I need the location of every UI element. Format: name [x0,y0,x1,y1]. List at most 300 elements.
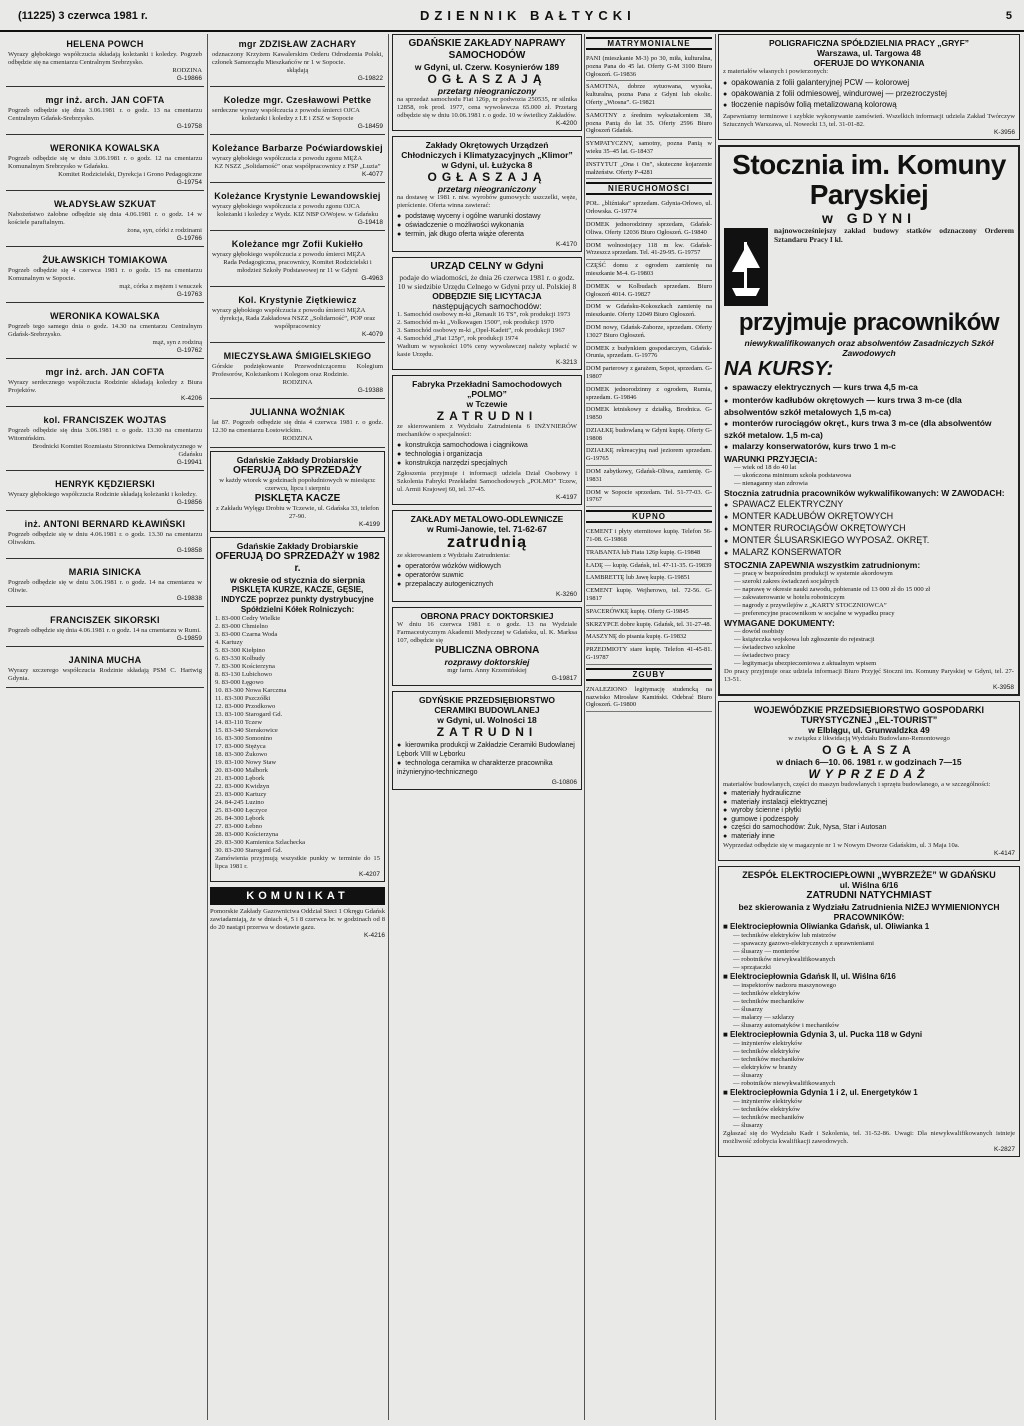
deceased-name: WŁADYSŁAW SZKUAT [53,199,157,209]
obituary-text: Wyrazy głębokiego współczucia Rodzinie składają koleżanki i koledzy. [8,491,197,498]
bullet-item: ● części do samochodów: Żuk, Nysa, Star i Autosan [723,824,1015,833]
plant-position: — robotników niewykwalifikowanych [733,956,836,963]
classifieds-column [586,34,712,1420]
ad-sub: bez skierowania z Wydziału Zatrudnienia NIŻEJ WYMIENIONYCH PRACOWNIKÓW: [738,902,1000,922]
classified-item: DZIAŁKĘ rekreacyjną nad jeziorem sprzedam. G-19765 [586,445,712,466]
classified-item: DOM parterowy z garażem, Sopot, sprzedam. G-19807 [586,363,712,384]
plant-position: — sprzątaczki [733,964,771,971]
ad-code: G-4963 [361,275,383,282]
dash-item: — wiek od 18 do 40 lat [734,464,797,471]
ad-headline: PUBLICZNA OBRONA [434,645,540,656]
condolence-signature: koleżanki i koledzy z I.E i ZSZ w Sopocie [241,115,354,122]
condolence-notice [210,402,385,448]
ad-text: na dostawę w 1981 r. niw. wyrobów gumowych: uszczelki, węże, pierścienie. Oferta winna zawierać: [397,194,577,209]
condolence-notice [210,346,385,399]
ad-code: G-19758 [176,123,202,130]
classified-item: PRZEDMIOTY stare kupię. Telefon 41-45-81. G-19787 [586,644,712,665]
documents-list [734,628,1014,668]
ad-org: ZAKŁADY METALOWO-ODLEWNICZE [410,514,564,524]
obituary-notice [6,34,204,87]
ad-text: z Zakładu Wylęgu Drobiu w Tczewie, ul. Gdańska 33, telefon 27-90. [216,505,379,520]
bullet-item: ● gumowe i podzespoły [723,816,1015,825]
shipyard-city: w GDYNI [821,210,917,226]
distribution-point: 8. 83-130 Lubichowo [215,671,272,678]
distribution-point: 6. 83-330 Kolbudy [215,655,266,662]
classified-item: SPACERÓWKĘ kupię. Oferty G-19845 [586,606,712,619]
classified-item: LAMBRETTĘ lub Jawę kupię. G-19851 [586,572,712,585]
classified-item: MASZYNĘ do pisania kupię. G-19832 [586,631,712,644]
institutional-ads-column [392,34,582,1420]
plant-name: ■ Elektrociepłownia Oliwianka Gdańsk, ul. Oliwianka 1 [723,922,930,931]
condolence-signature: skłądają [286,67,309,74]
classified-item: DZIAŁKĘ budowlaną w Gdyni kupię. Oferty G-19808 [586,425,712,446]
plant-position: — techników elektryków lub mistrzów [733,932,837,939]
ad-address: w Rumi-Janowie, tel. 71-62-67 [427,524,547,534]
classified-item: POŁ. „bliźniaka” sprzedam. Gdynia-Orłowo, ul. Orłowska. G-19774 [586,198,712,219]
ad-code: G-19941 [176,459,202,466]
classified-item: CEMENT i płyty eternitowe kupię. Telefon 56-71-08. G-19868 [586,526,712,547]
classified-item: SAMOTNA, dobrze sytuowana, wysoka, kulturalna, pozna Pana z Gdyni lub okolic. Oferty „Wiosna”. G-19821 [586,81,712,109]
vehicle-item: 3. Samochód osobowy m-ki „Opel-Kadett”, rok produkcji 1967 [397,327,565,334]
shipyard-headline: przyjmuje pracowników [738,309,1000,336]
plant-name: ■ Elektrociepłownia Gdańsk II, ul. Wiślna 6/16 [723,972,896,981]
klimor-ad [392,136,582,252]
dash-item: — legitymacja ubezpieczeniowa z aktualnym wpisem [734,660,877,667]
plant-name: ■ Elektrociepłownia Gdynia 1 i 2, ul. Energetyków 1 [723,1088,918,1097]
distribution-point: 22. 83-000 Kwidzyn [215,783,270,790]
gryf-ad [718,34,1020,140]
dash-item: — nagrody z przywilejów z „KARTY STOCZNIOWCA” [734,602,887,609]
distribution-point: 15. 83-340 Sierakowice [215,727,278,734]
ad-org: Gdańskie Zakłady Drobiarskie [236,455,359,465]
plant-position: — techników elektryków [733,1106,801,1113]
ad-org: POLIGRAFICZNA SPÓŁDZIELNIA PRACY „GRYF” [768,38,970,48]
shipyard-title: Stocznia im. Komuny Paryskiej [732,149,1006,210]
deceased-name: JANINA MUCHA [68,655,142,665]
condolences-column [210,34,385,1420]
bullet-item: ● materiały hydrauliczne [723,790,1015,799]
condolence-notice [210,34,385,87]
classified-item: PANI (mieszkanie M-3) po 30, miła, kulturalna, pozna Pana do 45 lat. Oferty G-M 3100 Biuro Ogłoszeń. G-19836 [586,53,712,81]
obituary-text: Pogrzeb odbędzie się w dniu 3.06.1981 r. o godz. 12 na cmentarzu Komunalnym Srebrzysko w Gdańsku. [8,155,202,170]
column-rule [715,34,716,1420]
distribution-point: 9. 83-000 Łęgowo [215,679,264,686]
ad-code: G-19859 [176,635,202,642]
condolence-text: Górskie podziękowanie Przewodniczącemu Kolegium Profesorów, Koleżankom i Kolegom oraz Rodzinie. [212,363,383,378]
ad-bullets [723,790,1015,841]
urzad-celny-ad [392,257,582,370]
drobiarskie-ad-1 [210,451,385,532]
person-name: mgr ZDZISŁAW ZACHARY [238,39,357,49]
ad-code: K-4170 [556,241,577,248]
deceased-name: inż. ANTONI BERNARD KŁAWIŃSKI [24,519,186,529]
obituary-text: Nabożeństwo żałobne odbędzie się dnia 4.06.1981 r. o godz. 14 w kościele parafialnym. [8,211,202,226]
deceased-name: FRANCISZEK SIKORSKI [50,615,160,625]
ad-code: G-19763 [176,291,202,298]
ad-address: w Gdyni, ul. Wolności 18 [437,715,537,725]
ad-org: URZĄD CELNY w Gdyni [430,261,544,272]
ad-bullets [397,741,577,777]
obituary-notice [6,610,204,647]
ad-address: w Gdyni, ul. Czerw. Kosynierów 189 [414,62,560,72]
bullet-item: ● wyroby ścienne i płytki [723,807,1015,816]
obituary-text: Pogrzeb odbędzie się w dniu 3.06.1981 r. o godz. 14 na cmentarzu w Oliwie. [8,579,202,594]
trades-title: Stocznia zatrudnia pracowników wykwalifikowanych: W ZAWODACH: [724,488,1005,498]
drobiarskie-ad-2 [210,537,385,882]
person-name: Koleżance Barbarze Poćwiardowskiej [212,143,383,153]
distribution-point: 3. 83-000 Czarna Woda [215,631,278,638]
polmo-ad [392,375,582,505]
distribution-point: 7. 83-300 Kościerzyna [215,663,275,670]
classified-item: SAMOTNY z średnim wykształceniem 38, pozna Panią do lat 35. Oferty 2596 Biuro Ogłoszeń Gdańsk. [586,110,712,138]
distribution-point: 13. 83-100 Starogard Gd. [215,711,283,718]
person-name: Kol. Krystynie Ziętkiewicz [238,295,357,305]
plant-position: — techników mechaników [733,1056,805,1063]
ad-code: K-4199 [359,521,380,528]
bullet-item: ● tłoczenie napisów folią metalizowaną kolorową [723,100,1015,111]
obituary-text: Pogrzeb odbędzie się dnia 3.06.1981 r. o godz. 13.30 na cmentarzu Witomińskim. [8,427,202,442]
courses-title: NA KURSY: [724,358,834,380]
plant-position: — malarzy — szklarzy [733,1014,795,1021]
bullet-item: ● materiały instalacji elektrycznej [723,799,1015,808]
bullet-item: ● SPAWACZ ELEKTRYCZNY [724,499,1014,511]
ad-sub: w związku z likwidacją Wydziału Budowlano-Remontowego [788,735,950,742]
benefits-title: STOCZNIA ZAPEWNIA wszystkim zatrudnionym: [724,560,921,570]
ad-code: G-19866 [176,75,202,82]
condolence-signature: RODZINA [282,435,313,442]
deceased-name: HENRYK KĘDZIERSKI [55,479,155,489]
distribution-point: 23. 83-000 Kartuzy [215,791,267,798]
classified-item: DOMEK z budynkiem gospodarczym, Gdańsk-Orunia, sprzedam. G-19776 [586,343,712,364]
distribution-point: 4. Kartuzy [215,639,243,646]
person-name: MIECZYSŁAWA ŚMIGIELSKIEGO [223,351,372,361]
ad-person: mgr farm. Anny Krzemińskiej [447,667,527,674]
obituary-notice [6,306,204,359]
condolence-notice [210,90,385,135]
ad-bullets [397,212,577,239]
deceased-name: WERONIKA KOWALSKA [50,143,160,153]
komunikat-title: KOMUNIKAT [210,887,385,905]
distribution-point: 17. 83-000 Stężyca [215,743,266,750]
obituary-signature: RODZINA [172,67,202,74]
ad-note: Wadium w wysokości 10% ceny wywoławczej należy wpłacić w kasie Urzędu. [397,343,577,358]
ad-note: Zgłaszać się do Wydziału Kadr i Szkolenia, tel. 31-52-86. Uwagi: Dla niewykwalifikowanych istnieje możliwość zdobycia kwalifikacji zawodowych. [723,1130,1015,1145]
classified-item: INSTYTUT „Ona i On”, skuteczne kojarzenie małżeństw. Oferty P-4281 [586,159,712,180]
classified-item: TRABANTA lub Fiata 126p kupię. G-19848 [586,547,712,560]
deceased-name: mgr inż. arch. JAN COFTA [45,95,165,105]
ad-org: Fabryka Przekładni Samochodowych „POLMO” [412,379,562,399]
obituary-notice [6,514,204,559]
obituary-notice [6,410,204,471]
plant-position: — ślusarzy [733,1006,763,1013]
ad-text: W dniu 16 czerwca 1981 r. o godz. 13 na Wydziale Farmaceutycznym Akademii Medycznej w Gdańsku, ul. K. Marksa 107, odbędzie się [397,621,577,644]
obituary-text: Pogrzeb odbędzie się dnia 3.06.1981 r. o godz. 13 na cmentarzu Centralnym Gdańsk-Srebrzysko. [8,107,202,122]
distribution-point: 25. 83-000 Łęczyce [215,807,268,814]
ad-code: G-19388 [357,387,383,394]
ad-headline: ZATRUDNI NATYCHMIAST [806,890,932,901]
classified-item: ZNALEZIONO legitymację studencką na nazwisko Mirosław Kamiński. Odebrać Biuro Ogłoszeń. G-19800 [586,684,712,712]
classified-section-title: NIERUCHOMOŚCI [586,182,712,195]
distribution-point: 19. 83-100 Nowy Staw [215,759,277,766]
ad-announce: zatrudnią [446,534,528,551]
plant-position: — inżynierów elektryków [733,1098,803,1105]
person-name: Koledze mgr. Czesławowi Pettke [223,95,372,105]
person-name: Koleżance mgr Zofii Kukiełło [231,239,364,249]
dash-item: — książeczka wojskowa lub zgłoszenie do rejestracji [734,636,875,643]
classified-item: DOMEK jednorodzinny z ogrodem, Rumia, sprzedam. G-19846 [586,384,712,405]
ad-bullets [397,562,577,589]
dash-item: — dowód osobisty [734,628,784,635]
ad-note: Do pracy przyjmuje oraz udziela informacji Biuro Przyjęć Stoczni im. Komuny Paryskiej w Gdyni, tel. 27-13-51. [724,668,1014,683]
ad-code: K-3260 [556,591,577,598]
classified-item: ŁADĘ — kupię. Gdańsk, tel. 47-11-35. G-19839 [586,560,712,573]
distribution-point: 2. 83-000 Chmielno [215,623,268,630]
page-header [0,0,1024,32]
dash-item: — pracę w bezpośrednim produkcji w systemie akordowym [734,570,893,577]
ad-org: WOJEWÓDZKIE PRZEDSIĘBIORSTWO GOSPODARKI TURYSTYCZNEJ „EL-TOURIST” [753,705,984,725]
bullet-item: ● malarzy konserwatorów, kurs trwo 1 m-c [724,441,1014,454]
ceramika-ad [392,691,582,790]
ad-note: Wyprzedaż odbędzie się w magazynie nr 1 w Nowym Dworze Gdańskim, ul. 3 Maja 10a. [723,842,960,849]
ad-text: materiałów budowlanych, części do maszyn budowlanych i sprzętu budowlanego, a w szczególności: [723,781,991,788]
ad-announce: OGŁASZA [822,743,916,757]
obituary-signature: mąż, córka z mężem i wnuczek [119,283,202,290]
obituary-signature: Komitet Rodzicielski, Dyrekcja i Grono Pedagogiczne [58,171,202,178]
plant-position: — robotników niewykwalifikowanych [733,1080,836,1087]
ad-org: GDAŃSKIE ZAKŁADY NAPRAWY SAMOCHODÓW [408,38,566,61]
bullet-item: ● MALARZ KONSERWATOR [724,547,1014,559]
ad-address: w Gdyni, ul. Łużycka 8 [441,160,533,170]
obituary-notice [6,362,204,407]
obrona-ad [392,607,582,686]
conditions-title: WARUNKI PRZYJĘCIA: [724,454,818,464]
ad-org: Gdańskie Zakłady Drobiarskie [236,541,359,551]
ad-headline: OFERUJĄ DO SPRZEDAŻY w 1982 r. [215,551,380,574]
ad-announce: ZATRUDNI [436,409,538,423]
plant-position: — inżynierów elektryków [733,1040,803,1047]
obituary-text: Pogrzeb odbędzie się dnia 4.06.1981 r. o godz. 14 na cmentarzu w Rumi. [8,627,201,634]
obituary-notice [6,650,204,688]
deceased-name: MARIA SINICKA [68,567,142,577]
plant-groups [723,922,1015,1130]
ad-address: w Elblągu, ul. Grunwaldzka 49 [808,725,930,735]
ad-code: G-10806 [551,779,577,786]
bullet-item: ● operatorów wózków widłowych [397,562,577,571]
bullet-item: ● MONTER RUROCIĄGÓW OKRĘTOWYCH [724,523,1014,535]
ad-code: G-19817 [551,675,577,682]
ad-headline: WYPRZEDAŻ [808,767,930,781]
obituary-signature: mąż, syn z rodziną [152,339,202,346]
ad-code: G-19838 [176,595,202,602]
masthead-title: DZIENNIK BAŁTYCKI [420,8,636,23]
classified-item: DOM wolnostojący 118 m kw. Gdańsk-Wrzeszcz sprzedam. Tel. 41-29-95. G-19757 [586,240,712,261]
ad-text: na sprzedaż samochodu Fiat 126p, nr podwozia 250535, nr silnika 12858, rok prod. 1977, cena wywoławcza 65.000 zł. Przetarg odbędzie się w dniu 10.06.1981 r. o godz. 10 w świetlicy Zakładów. [397,96,577,119]
ad-note: Zgłoszenia przyjmuje i informacji udziela Dział Osobowy i Szkolenia Fabryki Przekładni Samochodowych „POLMO” Tczew, ul. Armii Krajowej 60, tel. 37-45. [397,470,577,493]
ad-sub: następujących samochodów: [432,301,542,311]
issue-date: (11225) 3 czerwca 1981 r. [18,10,148,22]
plant-position: — inspektorów nadzoru maszynowego [733,982,837,989]
ad-note: Zamówienia przyjmują wszystkie punkty w terminie do 15 lipca 1981 r. [215,855,380,870]
ad-sub: rozprawy doktorskiej [444,657,530,667]
distribution-point: 29. 83-300 Kamienica Szlachecka [215,839,306,846]
distribution-point: 26. 84-300 Lębork [215,815,265,822]
bullet-item: ● technologa ceramika w charakterze pracownika inżynieryjno-technicznego [397,759,577,777]
column-rule [388,34,389,1420]
condolence-notice [210,138,385,183]
bullet-item: ● technologia i organizacja [397,450,577,459]
bullet-item: ● operatorów suwnic [397,571,577,580]
documents-title: WYMAGANE DOKUMENTY: [724,618,835,628]
ad-code: K-4079 [362,331,383,338]
benefits-list [734,570,1014,618]
obituary-notice [6,194,204,247]
distribution-point: 30. 83-200 Starogard Gd. [215,847,283,854]
classified-item: DOM w Gdańsku-Kokoszkach zamienię na mieszkanie. Oferty 12049 Biuro Ogłoszeń. [586,301,712,322]
obituary-text: Wyrazy szczerego współczucia Rodzinie składają PSM C. Hartwig Gdynia. [8,667,202,682]
condolence-notice [210,186,385,231]
trades-list [724,499,1014,559]
bullet-item: ● przepalaczy autogenicznych [397,580,577,589]
ad-sub: w okresie od stycznia do sierpnia [229,575,366,585]
plant-position: — ślusarzy — monterów [733,948,800,955]
condolence-text: wyrazy głębokiego współczucia z powodu śmierci MĘŻA [212,307,366,314]
bullet-item: ● kierownika produkcji w Zakładzie Ceramiki Budowlanej Lębork VIII w Lęborku [397,741,577,759]
bullet-item: ● oświadczenie o możliwości wykonania [397,221,577,230]
distribution-point: 12. 83-000 Przodkowo [215,703,276,710]
classified-item: DOM zabytkowy, Gdańsk-Oliwa, zamienię. G-19831 [586,466,712,487]
column-rule [584,34,585,1420]
condolence-signature: Rada Pedagogiczna, pracownicy, Komitet Rodzicielski i młodzież Szkoły Podstawowej nr 11 w Gdyni [223,259,372,274]
ad-bullets [723,78,1015,111]
ad-code: G-19858 [176,547,202,554]
plant-position: — elektryków w branży [733,1064,797,1071]
condolence-signature: dyrekcja, Rada Zakładowa NSZZ „Solidarność”, POP oraz współpracownicy [219,315,376,330]
person-name: JULIANNA WOŹNIAK [249,407,346,417]
classified-item: DOMEK jednorodzinny sprzedam, Gdańsk-Oliwa. Oferty 12036 Biuro Ogłoszeń. G-19840 [586,219,712,240]
classified-section-title: MATRYMONIALNE [586,37,712,50]
plant-position: — ślusarzy [733,1122,763,1129]
dash-item: — nienaganny stan zdrowia [734,480,808,487]
ad-note: Zapewniamy terminowe i szybkie wykonywanie zamówień. Wszelkich informacji udziela Zakład Twórczyw Sztucznych Warszawa, ul. Nowecki 13, tel. 31-01-82. [723,113,1015,128]
ad-bullets [397,441,577,468]
obituaries-column [6,34,204,1420]
plant-position: — techników mechaników [733,998,805,1005]
vehicle-list [397,311,577,343]
ad-code: K-4207 [359,871,380,878]
deceased-name: WERONIKA KOWALSKA [50,311,160,321]
ad-code: G-19766 [176,235,202,242]
ad-code: K-4216 [364,932,385,939]
condolence-notice [210,290,385,343]
vehicle-item: 2. Samochód m-ki „Volkswagen 1500”, rok produkcji 1970 [397,319,554,326]
distribution-point: 28. 83-000 Kościerzyna [215,831,279,838]
el-tourist-ad [718,701,1020,861]
bullet-item: ● monterów rurociągów okręt., kurs trwa 3 m-ce (dla absolwentów szkół metalow. 1,5 m-ca) [724,418,1014,441]
ad-text: PISKLĘTA KURZE, KACZE, GĘSIE, INDYCZE poprzez punkty dystrybucyjne Spółdzielni Kółek Rolniczych: [221,585,374,614]
distribution-point: 20. 83-000 Malbork [215,767,268,774]
elektrocieplownie-ad [718,866,1020,1157]
bullet-item: ● podstawę wyceny i ogólne warunki dostawy [397,212,577,221]
classified-item: DOMEK w Kolbudach sprzedam. Biuro Ogłoszeń 4014. G-19827 [586,281,712,302]
ad-code: K-3958 [993,684,1014,691]
vehicle-item: 1. Samochód osobowy m-ki „Renault 16 TS”, rok produkcji 1973 [397,311,571,318]
deceased-name: mgr inż. arch. JAN COFTA [45,367,165,377]
obituary-notice [6,562,204,607]
ad-text: w każdy wtorek w godzinach popołudniowych w miesiącu: czerwcu, lipcu i sierpniu [219,477,376,492]
classified-item: DOMEK letniskowy z działką, Brodnica. G-19850 [586,404,712,425]
plant-position: — ślusarzy [733,1072,763,1079]
plant-position: — ślusarzy automatyków i mechaników [733,1022,840,1029]
classified-item: SKRZYPCE dobre kupię. Gdańsk, tel. 31-27-48. [586,619,712,632]
ad-org: ZESPÓŁ ELEKTROCIEPŁOWNI „WYBRZEŻE” W GDAŃSKU [742,870,996,880]
condolence-signature: KZ NSZZ „Solidarność” oraz współpracownicy z FSP „Luzia” [214,163,381,170]
ad-code: G-19418 [357,219,383,226]
distribution-points-list [215,615,380,855]
distribution-point: 18. 83-300 Żukowo [215,751,268,758]
ad-headline: OFERUJE DO WYKONANIA [813,58,925,68]
ad-announce: OGŁASZAJĄ [427,170,547,184]
ad-org: OBRONA PRACY DOKTORSKIEJ [420,611,554,621]
dash-item: — świadectwo szkolne [734,644,796,651]
metalowo-odlewnicze-ad [392,510,582,602]
condolence-signature: koleżanki i koledzy z Wydz. KIZ NBP O/Wojew. w Gdańsku [216,211,379,218]
ad-code: K-3956 [994,129,1015,136]
ad-address: w Tczewie [466,399,508,409]
dash-item: — świadectwo pracy [734,652,790,659]
bullet-item: ● konstrukcja narzędzi specjalnych [397,459,577,468]
distribution-point: 14. 83-110 Tczew [215,719,262,726]
shipyard-emblem-icon [724,228,768,306]
dash-item: — naprawę w okresie nauki zawodu, pobieranie od 13 000 zł do 15 000 zł [734,586,931,593]
dash-item: — zakwaterowanie w hotelu robotniczym [734,594,845,601]
dash-item: — preferencyjne pracownikom w socjalne w wypadku pracy [734,610,895,617]
ad-text: ze skierowaniem z Wydziału Zatrudnienia: [397,552,510,559]
ad-sub: przetarg nieograniczony [437,184,537,194]
ad-org: Zakłady Okrętowych Urządzeń Chłodniczych i Klimatyzacyjnych „Klimor” [401,140,573,160]
ad-code: K-3213 [556,359,577,366]
ad-code: G-19822 [357,75,383,82]
bullet-item: ● opakowania z folii odmiesowej, windurowej — przezroczystej [723,89,1015,100]
plant-position: — techników elektryków [733,1048,801,1055]
classified-item: CEMENT kupię. Wejherowo, tel. 72-56. G-19817 [586,585,712,606]
bullet-item: ● MONTER ŚLUSARSKIEGO WYPOSAŻ. OKRĘT. [724,535,1014,547]
distribution-point: 16. 83-300 Somonino [215,735,273,742]
distribution-point: 21. 83-000 Lębork [215,775,265,782]
ad-code: G-18459 [357,123,383,130]
ad-headline: OFERUJĄ DO SPRZEDAŻY [233,465,362,476]
ad-announce: ZATRUDNI [436,725,538,739]
bullet-item: ● opakowania z folii galanteryjnej PCW — kolorowej [723,78,1015,89]
large-ads-column [718,34,1020,1420]
conditions-list [734,464,1014,488]
person-name: Koleżance Krystynie Lewandowskiej [214,191,381,201]
classified-item: DOM w Sopocie sprzedam. Tel. 51-77-03. G-19767 [586,487,712,508]
ad-code: K-4077 [362,171,383,178]
gzns-ad [392,34,582,131]
ad-code: K-4147 [994,850,1015,857]
plant-group [723,922,1015,972]
ad-announce: OGŁASZAJĄ [427,72,547,86]
ad-text: ze skierowaniem z Wydziału Zatrudnienia 6 INŻYNIERÓW mechaników o specjalności: [397,423,577,438]
condolence-text: wyrazy głębokiego współczucia z powodu śmierci MĘŻA [212,251,366,258]
ad-dates: w dniach 6—10. 06. 1981 r. w godzinach 7—15 [776,757,962,767]
distribution-point: 11. 83-300 Pszczółki [215,695,271,702]
ad-text: podaje do wiadomości, że dnia 26 czerwca 1981 r. o godz. 10 w siedzibie Urzędu Celnego w Gdyni przy ul. Polskiej 8 [397,273,577,291]
condolence-text: wyrazy głębokiego współczucia z powodu zgonu MĘŻA [212,155,363,162]
plant-position: — techników elektryków [733,990,801,997]
obituary-signature: żona, syn, córki z rodzinami [127,227,202,234]
column-rule [207,34,208,1420]
